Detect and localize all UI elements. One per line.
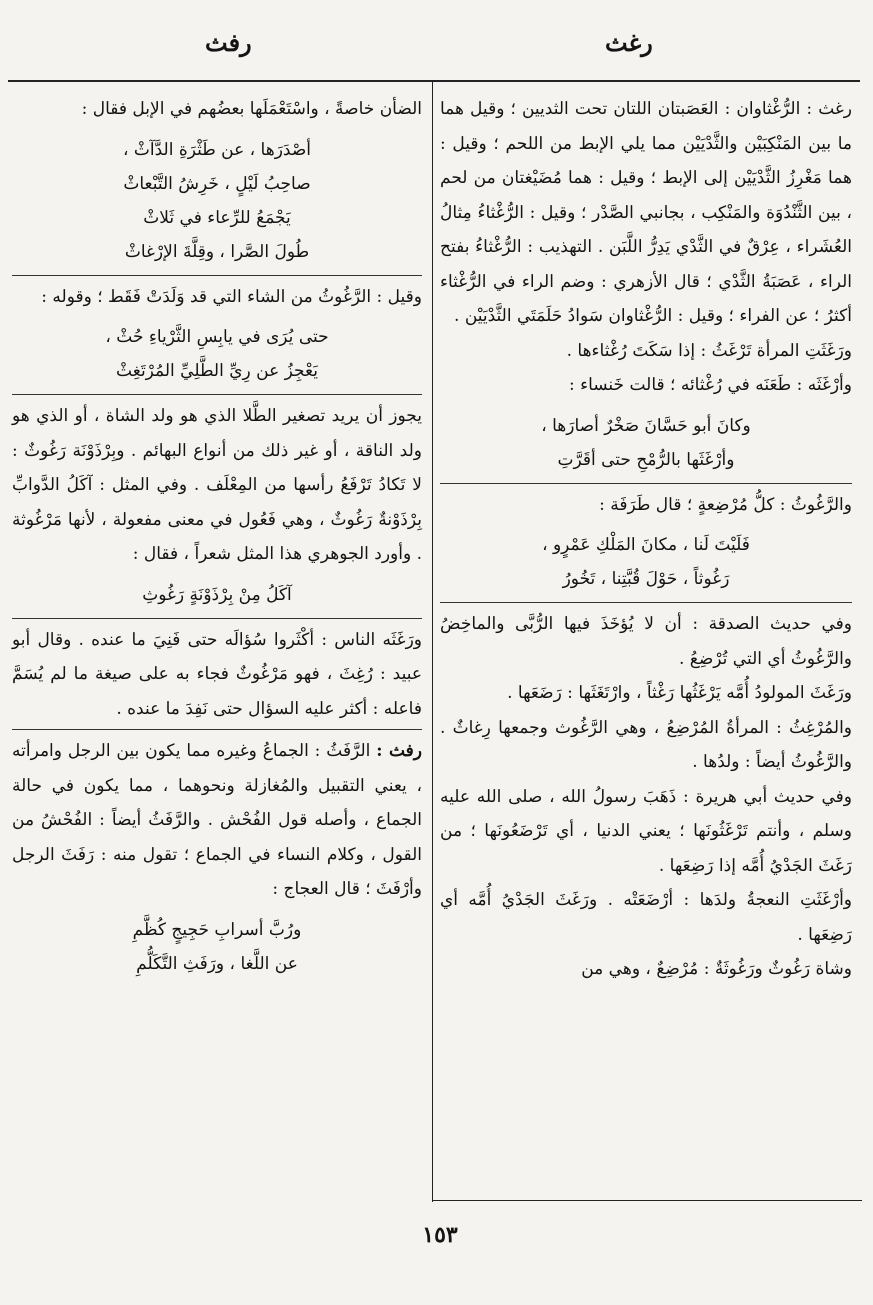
verse-tarafa	[440, 528, 852, 596]
column-divider	[432, 82, 433, 1202]
paragraph: والرَّغُوثُ : كلُّ مُرْضِعةٍ ؛ قال طَرَفَة :	[599, 494, 852, 515]
verse-line: يَجْمَعُ للرِّعاء في ثَلاثْ	[143, 207, 291, 228]
verse-line: أصْدَرَها ، عن طَثْرَةِ الدَّآثْ ،	[122, 139, 311, 160]
verse-line: طُولَ الصَّرا ، وقِلَّةَ الإرْغاثْ	[124, 241, 310, 262]
separator-line	[12, 394, 422, 395]
separator-line	[440, 602, 852, 603]
running-headword-left: رفث	[205, 28, 252, 57]
entry-rafath	[12, 734, 422, 907]
paragraph: يجوز أن يريد تصغير الطَّلا الذي هو ولد الشاة ، أو الذي هو ولد الناقة ، أو غير ذلك من أنواع البهائم . وبِرْذَوْنَة رَغُوثٌ : لا تَكادُ تَرْفَعُ رأسها من المِعْلَف . وفي المثل : آكَلُ الدَّوابِّ بِرْذَوْنةٌ رَغُوثٌ ، وهي فَعُول في معنى مفعولة ، لأنها مَرْغُوثة . وأورد الجوهري هذا المثل شعراً ، فقال :	[12, 406, 422, 564]
paragraph: الضأن خاصةً ، واسْتَعْمَلَها بعضُهم في الإبل فقال :	[81, 99, 422, 119]
page-number: ١٥٣	[422, 1222, 458, 1248]
paragraph: ورَغَثَه الناس : أكْثَروا سُؤالَه حتى فَنِيَ ما عنده . وقال أبو عبيد : رُغِثَ ، فهو مَرْغُوثٌ فجاء به على صيغة ما لم يُسَمَّ فاعله : أكثر عليه السؤال حتى نَفِدَ ما عنده .	[12, 629, 422, 719]
verse-line: يَعْجِزُ عن رِيِّ الطَّلِيِّ المُرْتَغِثْ	[116, 361, 318, 381]
verse-line: ورُبَّ أسرابِ حَجِيجٍ كُظَّمِ	[132, 919, 302, 940]
right-column	[440, 92, 852, 987]
verse-rajaz	[12, 133, 422, 269]
paragraph: وأرْغَثَه : طَعَنَه في رُغْثائه ؛ قالت خَنساء :	[568, 375, 852, 395]
entry-text: الرَّفَثُ : الجماعُ وغيره مما يكون بين الرجل وامرأته ، يعني التقبيل والمُغازلة ونحوهما ، مما يكون في حالة الجماع ، وأصله قول الفُحْش . والرَّفَثُ أيضاً : الفُحْشُ من القول ، وكلام النساء في الجماع ؛ تقول منه : رَفَثَ الرجل وأرْفَثَ ؛ قال العجاج :	[12, 741, 422, 899]
entry-headword: رفث :	[376, 741, 422, 761]
paragraph: والمُرْغِثُ : المرأةُ المُرْضِعُ ، وهي الرَّغُوث وجمعها رِغاثٌ . والرَّغُوثُ أيضاً : ولدُها .	[440, 717, 852, 772]
paragraph: وقيل : الرَّغُوثُ من الشاء التي قد وَلَدَتْ فَقَط ؛ وقوله :	[41, 286, 422, 307]
verse-line: وأرْغَثَها بالرُّمْحِ حتى أقَرَّتِ	[557, 449, 735, 470]
verse-ajjaj	[12, 913, 422, 981]
footer-rule	[432, 1200, 862, 1201]
separator-line	[12, 729, 422, 730]
verse-line: آكَلُ مِنْ بِرْذَوْنَةٍ رَغُوثِ	[142, 584, 292, 605]
header-rule	[8, 80, 860, 82]
separator-line	[12, 618, 422, 619]
verse-line: حتى يُرَى في يابِسِ الثَّرْياءِ حُثْ ،	[105, 327, 329, 347]
entry-raghath-definition: رغث : الرُّغْثاوان : العَصَبتان اللتان تحت الثديين ؛ وقيل هما ما بين المَنْكِبَيْن والثَّدْيَيْن مما يلي الإبط من اللحم ؛ وقيل : هما مَغْرِزُ الثَّدْيَيْن إلى الإبط ؛ وقيل : هما مُضَيْغتان من لحم ، بين الثَّنْدُوَة والمَنْكِب ، بجانبي الصَّدْر ؛ وقيل : الرُّغْثاءُ مِثالُ العُشَراء ، عِرْقٌ في الثَّدْي يَدِرُّ اللَّبَن . التهذيب : الرُّغْثاءُ بفتح الراء ، عَصَبَةُ الثَّدْي ؛ قال الأزهري : وضم الراء في الرُّغْثاء أكثرُ ؛ عن الفراء ؛ وقيل : الرُّغْثاوان سَوادُ حَلَمَتَي الثَّدْيَيْن .	[440, 99, 852, 326]
paragraph: وأرْغَثَتِ النعجةُ ولدَها : أرْضَعَتْه . ورَغَثَ الجَدْيُ أُمَّه أي رَضِعَها .	[440, 890, 852, 945]
paragraph: ورَغَثَتِ المرأة تَرْغَثُ : إذا سَكَتَ رُغْثاءها .	[566, 340, 852, 361]
paragraph: ورَغَثَ المولودُ أُمَّه يَرْغَثُها رَغْثاً ، وارْتَغَثَها : رَضَعَها .	[507, 683, 852, 703]
verse-line: صاحِبُ لَيْلٍ ، خَرِشُ التَّبْعاثْ	[123, 173, 311, 194]
verse-line: عن اللَّغا ، ورَفَثِ التَّكَلُّمِ	[136, 953, 298, 974]
separator-line	[12, 275, 422, 276]
verse-line: فَلَيْتَ لَنا ، مكانَ المَلْكِ عَمْرٍو ،	[542, 535, 750, 555]
paragraph: وفي حديث أبي هريرة : ذَهَبَ رسولُ الله ، صلى الله عليه وسلم ، وأنتم تَرْغَثُونَها ؛ يعني الدنيا ، أي تَرْضَعُونَها ؛ من رَغَثَ الجَدْيُ أُمَّه إذا رَضِعَها .	[440, 786, 852, 876]
paragraph: وفي حديث الصدقة : أن لا يُؤخَذَ فيها الرُّبَّى والماخِضُ والرَّغُوثُ أي التي تُرْضِعُ .	[440, 614, 852, 669]
verse-proverb	[12, 578, 422, 612]
verse-line: وكانَ أبو حَسَّانَ صَخْرٌ أصارَها ،	[541, 415, 751, 436]
verse-line: رَغُوثاً ، حَوْلَ قُبَّتِنا ، تَخُورُ	[562, 569, 730, 589]
running-headword-right: رغث	[605, 28, 653, 57]
verse-quote	[12, 320, 422, 388]
paragraph: وشاة رَغُوثٌ ورَغُوثَةٌ : مُرْضِعٌ ، وهي من	[581, 959, 852, 979]
left-column	[12, 92, 422, 987]
verse-khansa	[440, 409, 852, 477]
separator-line	[440, 483, 852, 484]
